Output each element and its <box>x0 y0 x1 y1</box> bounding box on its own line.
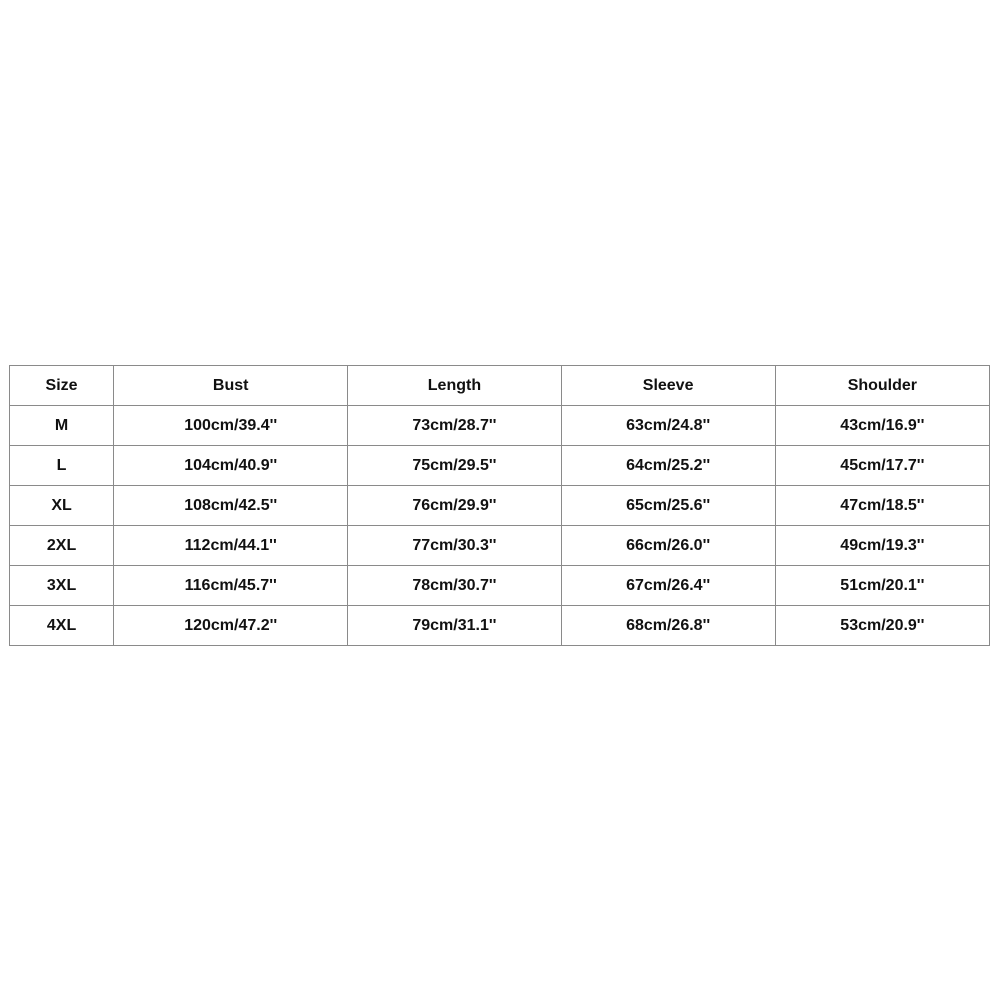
table-row <box>10 606 990 646</box>
cell-sleeve: 65cm/25.6'' <box>561 486 775 526</box>
cell-size: L <box>10 446 114 486</box>
cell-bust: 100cm/39.4'' <box>114 406 348 446</box>
cell-size: 4XL <box>10 606 114 646</box>
cell-size: XL <box>10 486 114 526</box>
cell-bust: 108cm/42.5'' <box>114 486 348 526</box>
header-sleeve: Sleeve <box>561 366 775 406</box>
cell-bust: 116cm/45.7'' <box>114 566 348 606</box>
cell-length: 79cm/31.1'' <box>348 606 561 646</box>
table-row <box>10 406 990 446</box>
table-row <box>10 566 990 606</box>
cell-shoulder: 49cm/19.3'' <box>775 526 989 566</box>
cell-length: 75cm/29.5'' <box>348 446 561 486</box>
cell-size: 3XL <box>10 566 114 606</box>
header-length: Length <box>348 366 561 406</box>
header-shoulder: Shoulder <box>775 366 989 406</box>
header-size: Size <box>10 366 114 406</box>
cell-size: 2XL <box>10 526 114 566</box>
cell-length: 73cm/28.7'' <box>348 406 561 446</box>
cell-shoulder: 51cm/20.1'' <box>775 566 989 606</box>
cell-sleeve: 64cm/25.2'' <box>561 446 775 486</box>
cell-shoulder: 47cm/18.5'' <box>775 486 989 526</box>
cell-length: 77cm/30.3'' <box>348 526 561 566</box>
header-bust: Bust <box>114 366 348 406</box>
cell-length: 78cm/30.7'' <box>348 566 561 606</box>
cell-sleeve: 63cm/24.8'' <box>561 406 775 446</box>
cell-bust: 112cm/44.1'' <box>114 526 348 566</box>
cell-shoulder: 45cm/17.7'' <box>775 446 989 486</box>
cell-size: M <box>10 406 114 446</box>
cell-sleeve: 67cm/26.4'' <box>561 566 775 606</box>
cell-shoulder: 53cm/20.9'' <box>775 606 989 646</box>
cell-bust: 120cm/47.2'' <box>114 606 348 646</box>
cell-bust: 104cm/40.9'' <box>114 446 348 486</box>
table-row <box>10 486 990 526</box>
size-chart-table <box>9 365 990 646</box>
cell-length: 76cm/29.9'' <box>348 486 561 526</box>
cell-sleeve: 66cm/26.0'' <box>561 526 775 566</box>
table-row <box>10 446 990 486</box>
header-row <box>10 366 990 406</box>
cell-sleeve: 68cm/26.8'' <box>561 606 775 646</box>
cell-shoulder: 43cm/16.9'' <box>775 406 989 446</box>
table-row <box>10 526 990 566</box>
